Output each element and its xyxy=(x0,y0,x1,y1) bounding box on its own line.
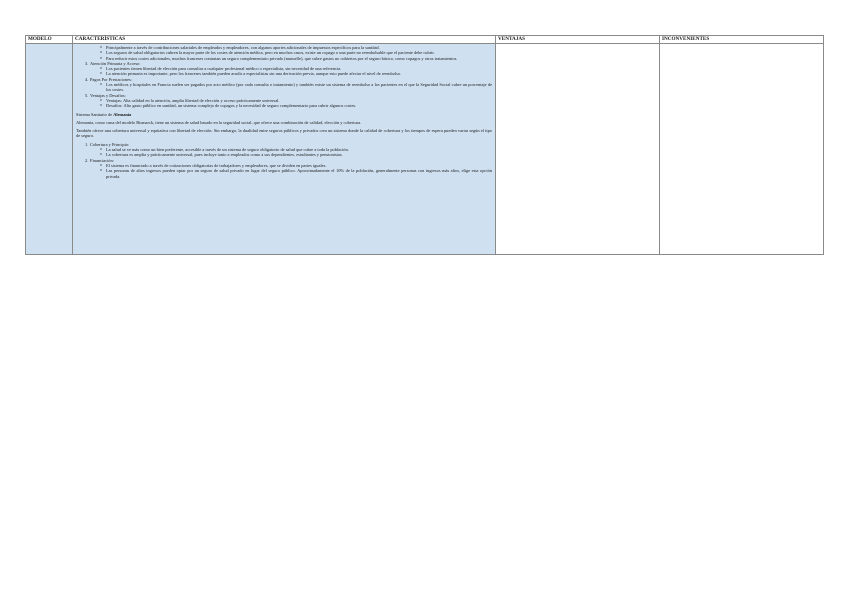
germany-heading-prefix: Sistema Sanitario de xyxy=(76,111,114,117)
modelo-cell xyxy=(26,44,73,255)
inconvenientes-cell xyxy=(660,44,824,255)
section-number: 2. xyxy=(85,157,89,163)
section-number: 5. xyxy=(85,92,89,98)
section-title: Financiación: xyxy=(90,157,114,163)
list-item: o Principalmente a través de contribuciones salariales de empleados y empleadores, con algunos aportes adicionales de impuestos específicos para la sanidad. xyxy=(76,45,492,50)
section-list xyxy=(76,98,492,109)
france-financing-list xyxy=(76,45,492,61)
germany-heading-country: Alemania xyxy=(113,111,132,117)
list-item: o La atención primaria es importante, pero los franceses también pueden acudir a especialistas sin una derivación previa, aunque esto puede afectar el nivel de reembolso. xyxy=(76,71,492,76)
ventajas-cell xyxy=(496,44,660,255)
list-item: o La salud se ve más como un bien preferente, accesible a través de un sistema de seguro obligatorio de salud que cubre a toda la población. xyxy=(76,147,492,152)
list-item: o Ventajas: Alta calidad en la atención, amplia libertad de elección y acceso prácticamente universal. xyxy=(76,98,492,103)
section-list xyxy=(76,82,492,93)
list-item: o Los médicos y hospitales en Francia suelen ser pagados por acto médico (por cada consulta o tratamiento) y también existe un sistema de reembolso a los pacientes en el que la Seguridad Social cubre un porcentaje de los costes. xyxy=(76,82,492,93)
list-item: o Desafíos: Alto gasto público en sanidad, un sistema complejo de copagos y la necesidad de seguro complementario para cubrir algunos costes. xyxy=(76,103,492,108)
section-number: 3. xyxy=(85,60,89,66)
section-title: Atención Primaria y Acceso: xyxy=(90,60,141,66)
section-list xyxy=(76,147,492,158)
list-item: o Los pacientes tienen libertad de elección para consultar a cualquier profesional médico o especialista, sin necesidad de una referencia. xyxy=(76,66,492,71)
header-row xyxy=(26,36,824,44)
header-caracteristicas: CARACTERÍSTICAS xyxy=(73,36,496,44)
header-modelo: MODELO xyxy=(26,36,73,44)
header-inconvenientes: INCONVENIENTES xyxy=(660,36,824,44)
section-title: Pagos Por Prestaciones: xyxy=(90,76,132,82)
caracteristicas-content xyxy=(75,44,493,181)
list-item: o Las personas de altos ingresos pueden optar por un seguro de salud privado en lugar del seguro público. Aproximadamente el 10% de la población, generalmente personas con ingresos más altos, elige esta opción privada. xyxy=(76,168,492,179)
comparison-table xyxy=(25,35,824,255)
list-item: o Los seguros de salud obligatorios cubren la mayor parte de los costes de atención médica, pero en muchos casos, existe un copago o una parte no reembolsable que el paciente debe cubrir. xyxy=(76,50,492,55)
list-item: o Para reducir estos costes adicionales, muchos franceses contratan un seguro complementario privado (mutuelle), que cubre gastos no cubiertos por el seguro básico, como copagos y otros tratamientos. xyxy=(76,56,492,61)
section-number: 4. xyxy=(85,76,89,82)
germany-paragraph: Alemania, como cuna del modelo Bismarck, tiene un sistema de salud basado en la seguridad social, que ofrece una combinación de calidad, elección y cobertura. xyxy=(76,119,362,125)
table-row xyxy=(26,44,824,255)
germany-paragraph: También ofrece una cobertura universal y equitativa con libertad de elección. Sin embargo, la dualidad entre seguros públicos y privados crea un sistema donde la calidad de cobertura y los tiempos de espera pueden variar según el tipo de seguro. xyxy=(76,128,492,139)
list-item: o La cobertura es amplia y prácticamente universal, pues incluye tanto a empleados como a sus dependientes, estudiantes y pensionistas. xyxy=(76,152,492,157)
section-title: Ventajas y Desafíos: xyxy=(90,92,126,98)
section-title: Cobertura y Principio: xyxy=(90,141,130,147)
caracteristicas-cell xyxy=(73,44,496,255)
germany-heading xyxy=(76,112,492,117)
section-list xyxy=(76,163,492,179)
section-number: 1. xyxy=(85,141,89,147)
section-list xyxy=(76,66,492,77)
header-ventajas: VENTAJAS xyxy=(496,36,660,44)
list-item: o El sistema es financiado a través de cotizaciones obligatorias de trabajadores y empleadores, que se dividen en partes iguales. xyxy=(76,163,492,168)
